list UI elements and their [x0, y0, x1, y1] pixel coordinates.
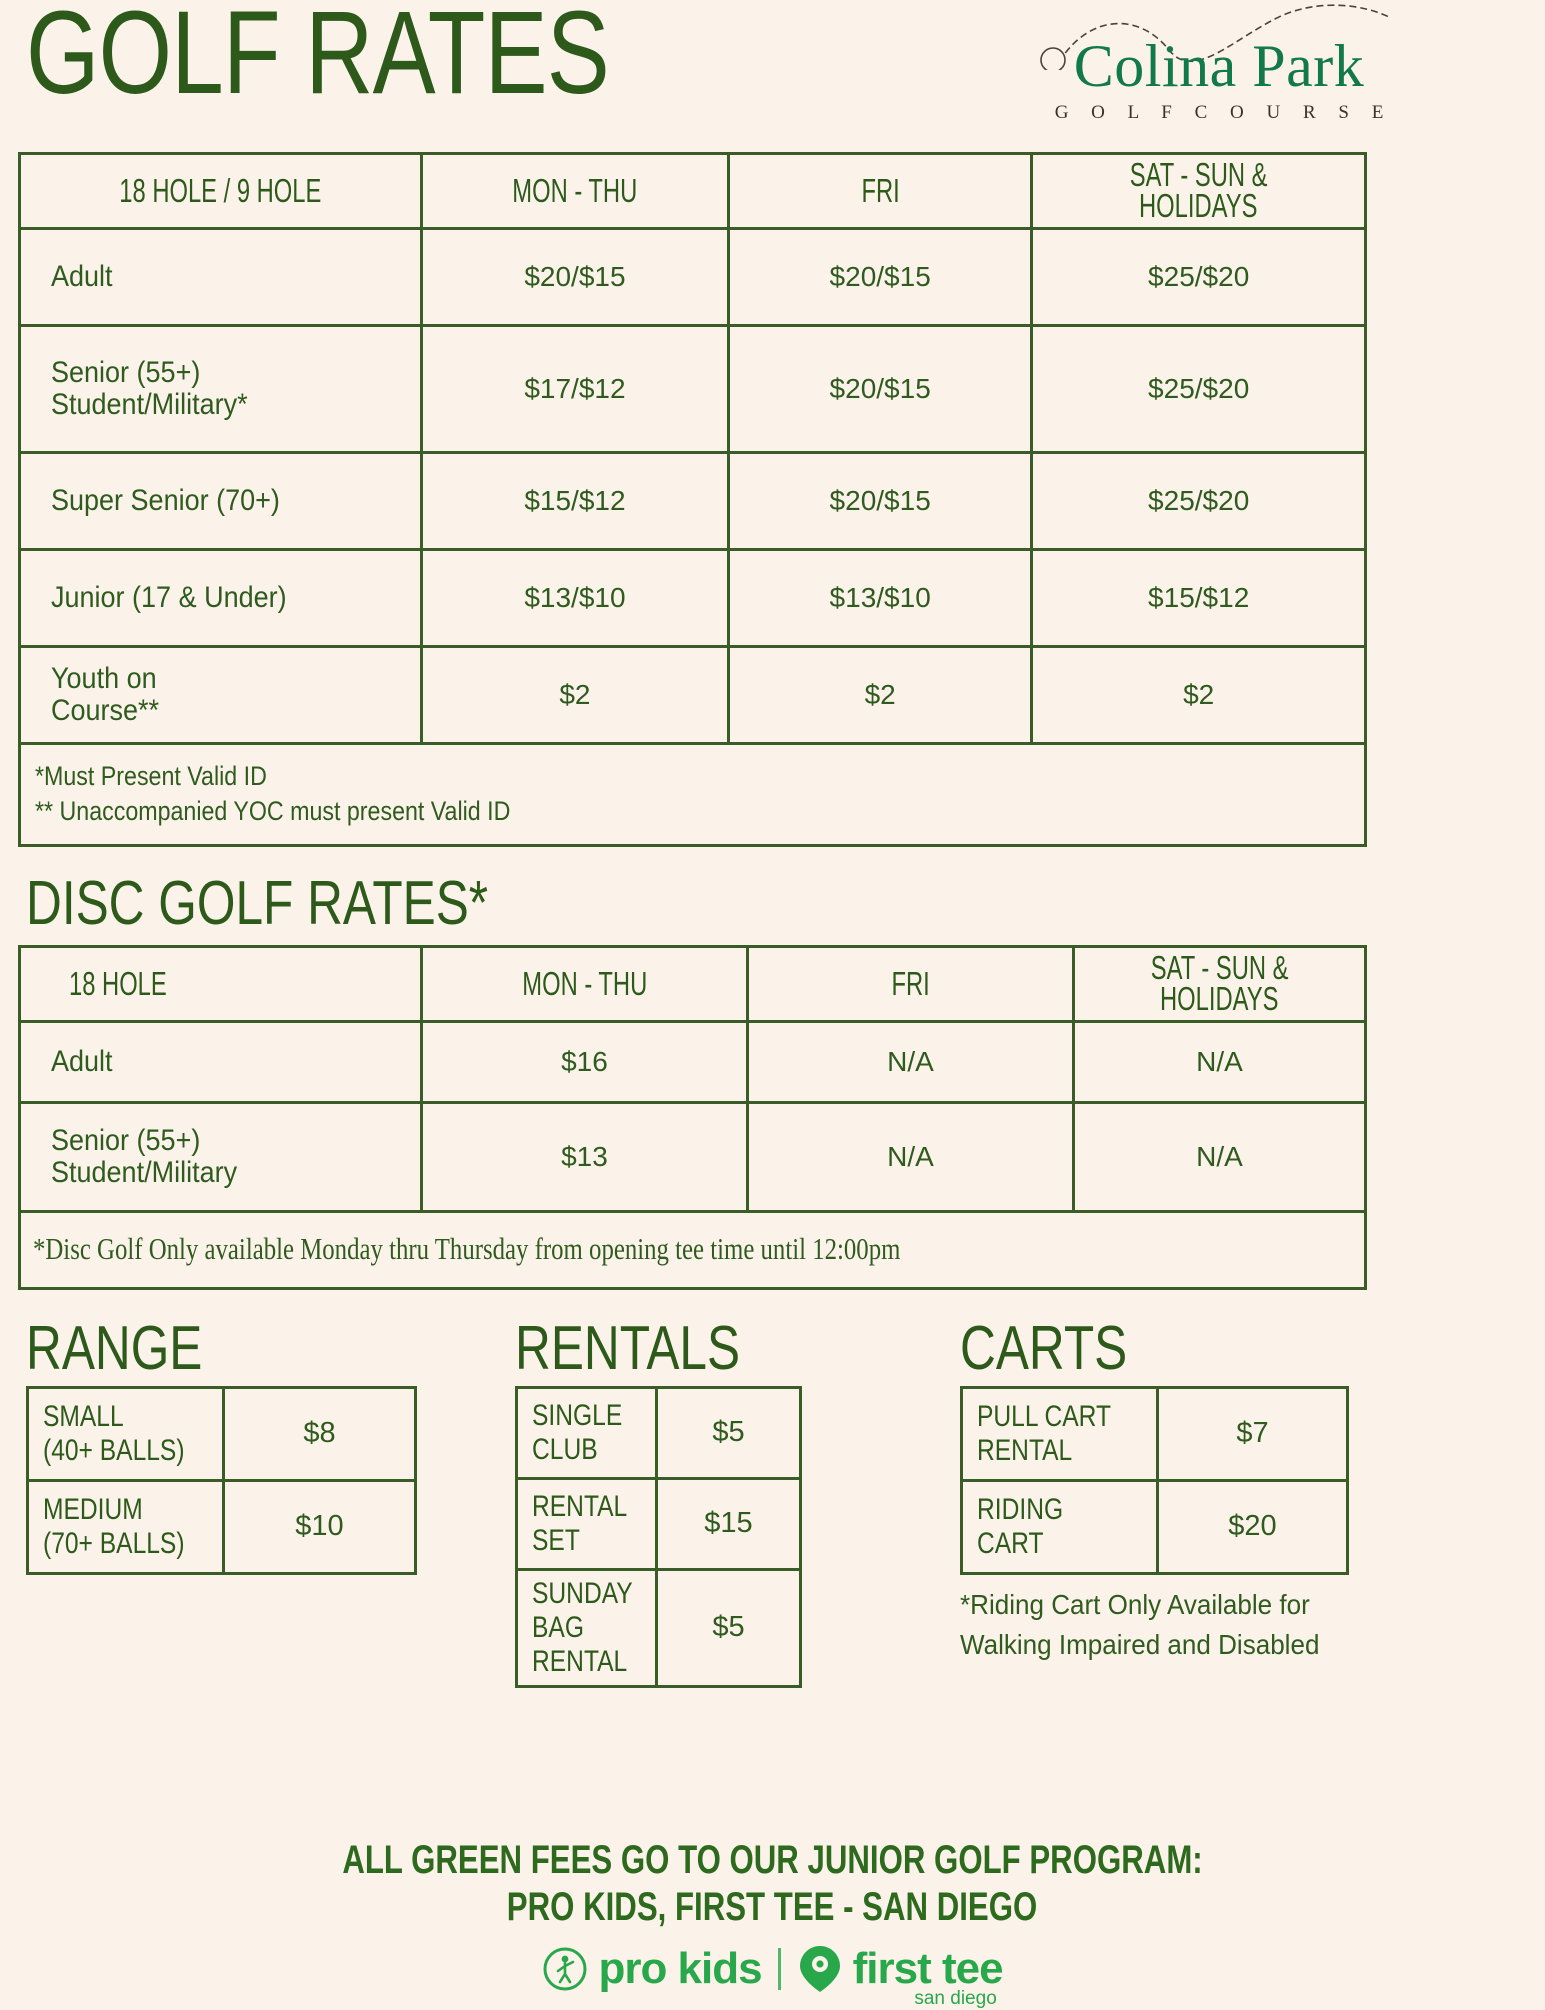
- footer: [0, 1837, 1545, 2009]
- cell-disc-adult-mon-thu: $16: [421, 1022, 747, 1103]
- cell-super-senior-mon-thu: $15/$12: [421, 453, 728, 550]
- column-header-disc-weekend-line1: SAT - SUN &: [1150, 949, 1289, 987]
- range-row-small-price: $8: [224, 1387, 416, 1480]
- row-label-senior: [20, 326, 422, 453]
- row-label-junior: [20, 550, 422, 647]
- carts-title: [960, 1313, 1380, 1383]
- pro-kids-logo: [542, 1944, 761, 1994]
- rentals-row-set-label: [517, 1478, 657, 1569]
- range-title: [26, 1313, 417, 1383]
- row-label-youth-on-course: [20, 647, 422, 744]
- carts-pull-line2: RENTAL: [977, 1433, 1073, 1467]
- cell-disc-senior-mon-thu: $13: [421, 1103, 747, 1212]
- column-header-weekend-line2: HOLIDAYS: [1139, 187, 1258, 224]
- carts-block: [960, 1313, 1380, 1666]
- range-row-medium-price: $10: [224, 1480, 416, 1573]
- rentals-row-set-price: $15: [657, 1478, 801, 1569]
- table-row: [962, 1387, 1348, 1480]
- column-header-weekend-line1: SAT - SUN &: [1129, 155, 1268, 193]
- range-small-line1: SMALL: [43, 1400, 124, 1434]
- range-medium-line2: (70+ BALLS): [43, 1526, 185, 1560]
- footer-line-2-text: PRO KIDS, FIRST TEE - SAN DIEGO: [507, 1884, 1038, 1929]
- row-label-super-senior: [20, 453, 422, 550]
- logo-subtitle: G O L F C O U R S E: [1054, 102, 1393, 123]
- rentals-block: [515, 1313, 802, 1688]
- cell-senior-mon-thu: $17/$12: [421, 326, 728, 453]
- footer-line-2: [0, 1884, 1545, 1930]
- disc-golf-section-title-text: DISC GOLF RATES*: [26, 869, 489, 939]
- rentals-row-sunday-bag-label: [517, 1569, 657, 1686]
- range-small-line2: (40+ BALLS): [43, 1433, 185, 1467]
- table-row: [28, 1480, 416, 1573]
- table-row: [20, 229, 1366, 326]
- row-label-adult: [20, 229, 422, 326]
- column-header-disc-fri: [747, 947, 1073, 1022]
- table-row: [962, 1480, 1348, 1573]
- cell-youth-fri: $2: [729, 647, 1032, 744]
- cell-senior-fri: $20/$15: [729, 326, 1032, 453]
- column-header-fri: [729, 154, 1032, 229]
- carts-riding-line2: CART: [977, 1526, 1044, 1560]
- rentals-sunday-line1: SUNDAY: [532, 1577, 633, 1611]
- page-title: [26, 0, 755, 119]
- row-label-disc-senior-line2: Student/Military: [51, 1156, 238, 1190]
- column-header-category: [20, 154, 422, 229]
- cell-adult-fri: $20/$15: [729, 229, 1032, 326]
- rentals-set-line1: RENTAL: [532, 1490, 628, 1524]
- logo-divider: [778, 1948, 781, 1990]
- first-tee-pin-icon: [797, 1944, 843, 1994]
- range-block: [26, 1313, 417, 1575]
- column-header-18-hole-label: 18 HOLE: [69, 964, 167, 1002]
- disc-golf-rates-table: [18, 945, 1367, 1290]
- footer-line-1-text: ALL GREEN FEES GO TO OUR JUNIOR GOLF PROGRAM:: [342, 1838, 1203, 1883]
- column-header-18-hole: [20, 947, 422, 1022]
- carts-row-pull-label: [962, 1387, 1158, 1480]
- range-title-text: RANGE: [26, 1313, 203, 1383]
- rentals-title: [515, 1313, 802, 1383]
- carts-row-pull-price: $7: [1158, 1387, 1348, 1480]
- cell-disc-senior-weekend: N/A: [1074, 1103, 1366, 1212]
- pro-kids-label: pro kids: [598, 1944, 762, 1993]
- row-label-youth-line2: Course**: [51, 694, 160, 727]
- cell-super-senior-weekend: $25/$20: [1032, 453, 1366, 550]
- cell-youth-weekend: $2: [1032, 647, 1366, 744]
- cell-disc-adult-fri: N/A: [747, 1022, 1073, 1103]
- cell-junior-fri: $13/$10: [729, 550, 1032, 647]
- row-label-disc-senior-line1: Senior (55+): [51, 1123, 201, 1157]
- cell-youth-mon-thu: $2: [421, 647, 728, 744]
- table-row: [20, 550, 1366, 647]
- cell-adult-weekend: $25/$20: [1032, 229, 1366, 326]
- cell-super-senior-fri: $20/$15: [729, 453, 1032, 550]
- cell-senior-weekend: $25/$20: [1032, 326, 1366, 453]
- row-label-youth-line1: Youth on: [51, 661, 157, 695]
- footer-line-1: [0, 1837, 1545, 1883]
- rentals-single-line1: SINGLE: [532, 1399, 623, 1433]
- table-row: [517, 1478, 801, 1569]
- page-title-text: GOLF RATES: [26, 0, 609, 119]
- first-tee-sublabel: san diego: [914, 1988, 997, 2009]
- column-header-category-label: 18 HOLE / 9 HOLE: [119, 171, 322, 209]
- column-header-disc-weekend-line2: HOLIDAYS: [1160, 980, 1279, 1018]
- table-row: [517, 1569, 801, 1686]
- rentals-sunday-line3: RENTAL: [532, 1644, 628, 1678]
- rentals-row-single-club-label: [517, 1387, 657, 1478]
- row-label-disc-senior: [20, 1103, 422, 1212]
- rentals-row-single-club-price: $5: [657, 1387, 801, 1478]
- cell-junior-mon-thu: $13/$10: [421, 550, 728, 647]
- cell-junior-weekend: $15/$12: [1032, 550, 1366, 647]
- carts-pull-line1: PULL CART: [977, 1400, 1111, 1434]
- rentals-table: [515, 1386, 802, 1688]
- carts-row-riding-price: $20: [1158, 1480, 1348, 1573]
- carts-footnote-line1: *Riding Cart Only Available for: [960, 1588, 1310, 1620]
- column-header-weekend: [1032, 154, 1366, 229]
- column-header-fri-label: FRI: [861, 171, 900, 209]
- row-label-adult-text: Adult: [51, 259, 113, 293]
- logo-wordmark: Colina Park: [1073, 33, 1365, 99]
- carts-footnote-line2: Walking Impaired and Disabled: [960, 1629, 1320, 1661]
- colina-park-logo: [999, 8, 1439, 123]
- table-row: [20, 326, 1366, 453]
- carts-row-riding-label: [962, 1480, 1158, 1573]
- table-header-row: [20, 947, 1366, 1022]
- range-row-small-label: [28, 1387, 224, 1480]
- row-label-super-senior-text: Super Senior (70+): [51, 483, 280, 517]
- table-row: [517, 1387, 801, 1478]
- golf-table-footnotes: [20, 744, 1366, 846]
- first-tee-label: first tee: [852, 1944, 1003, 1993]
- row-label-disc-adult: [20, 1022, 422, 1103]
- table-row: [20, 453, 1366, 550]
- carts-footnote: [960, 1585, 1380, 1666]
- golf-footnote-1: *Must Present Valid ID: [35, 761, 267, 791]
- row-label-disc-adult-text: Adult: [51, 1044, 113, 1078]
- column-header-disc-fri-label: FRI: [891, 964, 930, 1002]
- first-tee-logo: [797, 1944, 1003, 2009]
- extras-section: [18, 1313, 1367, 1678]
- rentals-title-text: RENTALS: [515, 1313, 741, 1383]
- disc-golf-section-title: [26, 869, 1527, 939]
- golf-rates-table: [18, 152, 1367, 847]
- carts-riding-line1: RIDING: [977, 1493, 1064, 1527]
- row-label-junior-text: Junior (17 & Under): [51, 580, 287, 614]
- table-header-row: [20, 154, 1366, 229]
- rentals-single-line2: CLUB: [532, 1432, 598, 1466]
- header: [18, 0, 1527, 152]
- table-footnote-row: [20, 1212, 1366, 1289]
- range-medium-line1: MEDIUM: [43, 1493, 143, 1527]
- carts-title-text: CARTS: [960, 1313, 1128, 1383]
- range-table: [26, 1386, 417, 1575]
- column-header-disc-mon-thu: [421, 947, 747, 1022]
- row-label-senior-line1: Senior (55+): [51, 355, 201, 389]
- cell-disc-adult-weekend: N/A: [1074, 1022, 1366, 1103]
- range-row-medium-label: [28, 1480, 224, 1573]
- pro-kids-icon: [542, 1946, 588, 1992]
- table-footnote-row: [20, 744, 1366, 846]
- table-row: [28, 1387, 416, 1480]
- cell-adult-mon-thu: $20/$15: [421, 229, 728, 326]
- golf-footnote-2: ** Unaccompanied YOC must present Valid ID: [35, 795, 511, 826]
- carts-table: [960, 1386, 1349, 1575]
- partner-logos: [0, 1944, 1545, 2009]
- disc-golf-footnote: [20, 1212, 1366, 1289]
- column-header-mon-thu-label: MON - THU: [512, 171, 638, 209]
- rentals-row-sunday-bag-price: $5: [657, 1569, 801, 1686]
- rentals-set-line2: SET: [532, 1523, 580, 1557]
- table-row: [20, 1103, 1366, 1212]
- column-header-disc-weekend: [1074, 947, 1366, 1022]
- row-label-senior-line2: Student/Military*: [51, 388, 248, 421]
- rentals-sunday-line2: BAG: [532, 1610, 584, 1644]
- disc-golf-footnote-text: *Disc Golf Only available Monday thru Thursday from opening tee time until 12:00pm: [33, 1231, 901, 1267]
- table-row: [20, 1022, 1366, 1103]
- column-header-mon-thu: [421, 154, 728, 229]
- cell-disc-senior-fri: N/A: [747, 1103, 1073, 1212]
- column-header-disc-mon-thu-label: MON - THU: [521, 964, 647, 1002]
- table-row: [20, 647, 1366, 744]
